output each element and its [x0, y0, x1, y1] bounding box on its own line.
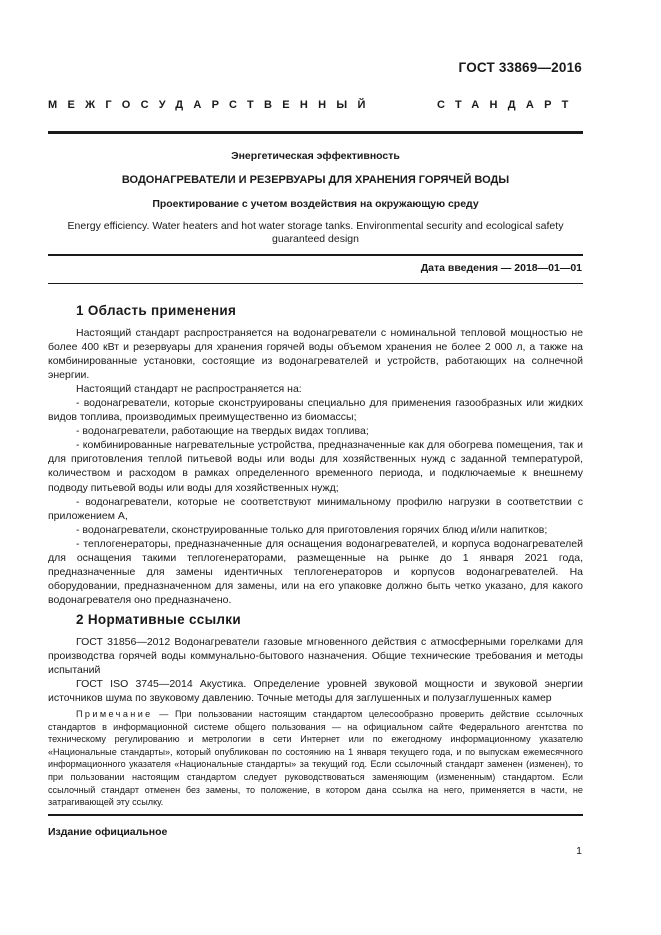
- date-rule: [48, 283, 583, 284]
- list-item: - теплогенераторы, предназначенные для оснащения водонагревателей, и корпуса водонагревателей для оснащения такими теплогенераторами, размещенные на рынке до 1 января 2021 года, предназначенные для замены идентичных теплогенераторов и корпусов водонагревателей. На оборудовании, предназначенном для замены, или на его упаковке должно быть четко указано, для какого водонагревателя оно предназначено.: [48, 537, 583, 606]
- edition-label: Издание официальное: [48, 826, 168, 838]
- paragraph: Настоящий стандарт распространяется на водонагреватели с номинальной тепловой мощностью не более 400 кВт и резервуары для хранения горячей воды объемом хранения не более 2 000 л, а также на комбинированные установки, состоящие из водонагревателей и устройств, работающих на солнечной энергии.: [48, 327, 583, 382]
- list-item: - водонагреватели, которые сконструированы специально для применения газообразных или жидких видов топлива, производимых преимущественно из биомассы;: [48, 397, 583, 424]
- top-rule: [48, 131, 583, 134]
- title-sub: Проектирование с учетом воздействия на окружающую среду: [152, 198, 479, 210]
- section-1-body: [48, 326, 583, 607]
- list-item: - водонагреватели, работающие на твердых видах топлива;: [76, 425, 369, 438]
- banner-interstate: МЕЖГОСУДАРСТВЕННЫЙ: [48, 99, 376, 111]
- note-text: — При пользовании настоящим стандартом целесообразно проверить действие ссылочных стандартов в информационной системе общего пользования — на официальном сайте Федерального агентства по техническому регулированию и метрологии в сети Интернет или по ежегодному информационному указателю «Национальные стандарты», который опубликован по состоянию на 1 января текущего года, и по выпускам ежемесячного информационного указателя «Национальные стандарты» за текущий год. Если ссылочный стандарт заменен (изменен), то при пользовании настоящим стандартом следует руководствоваться заменяющим (измененным) стандартом. Если ссылочный стандарт отменен без замены, то положение, в котором дана ссылка на него, применяется в части, не затрагивающей эту ссылку.: [48, 709, 583, 808]
- reference-item: ГОСТ 31856—2012 Водонагреватели газовые мгновенного действия с атмосферными горелками для производства горячей воды коммунально-бытового назначения. Общие технические требования и методы испытаний: [48, 636, 583, 677]
- list-item: - водонагреватели, сконструированные только для приготовления горячих блюд и/или напитков;: [76, 523, 548, 536]
- title-main: ВОДОНАГРЕВАТЕЛИ И РЕЗЕРВУАРЫ ДЛЯ ХРАНЕНИЯ ГОРЯЧЕЙ ВОДЫ: [121, 174, 510, 186]
- section-1-heading: 1 Область применения: [76, 303, 237, 318]
- list-item: - комбинированные нагревательные устройства, предназначенные как для обогрева помещения, так и для приготовления теплой питьевой воды или воды для хозяйственных нужд с заданной температурой, количеством и расходом в рамках определенного временного периода, и подключаемые к внешнему подводу питьевой воды или воды для хозяйственных нужд;: [48, 439, 583, 494]
- title-english: Energy efficiency. Water heaters and hot water storage tanks. Environmental security and ecological safety guaranteed design: [67, 220, 564, 245]
- paragraph: Настоящий стандарт не распространяется на:: [76, 383, 302, 396]
- banner-standard: СТАНДАРТ: [437, 99, 579, 111]
- section-2-body: [48, 635, 583, 705]
- effective-date: Дата введения — 2018—01—01: [420, 262, 582, 274]
- reference-item: ГОСТ ISO 3745—2014 Акустика. Определение уровней звуковой мощности и звуковой энергии источников шума по звуковому давлению. Точные методы для заглушенных и полузаглушенных камер: [48, 678, 583, 705]
- footer-rule: [48, 814, 583, 816]
- title-category: Энергетическая эффективность: [231, 150, 400, 162]
- page-number: 1: [576, 845, 582, 857]
- note-block: [48, 708, 583, 809]
- list-item: - водонагреватели, которые не соответствуют минимальному профилю нагрузки в соответствии с приложением А,: [48, 495, 583, 522]
- note-label: Примечание: [76, 709, 153, 719]
- title-rule: [48, 254, 583, 256]
- section-2-heading: 2 Нормативные ссылки: [76, 612, 241, 627]
- standard-code: ГОСТ 33869—2016: [458, 60, 582, 75]
